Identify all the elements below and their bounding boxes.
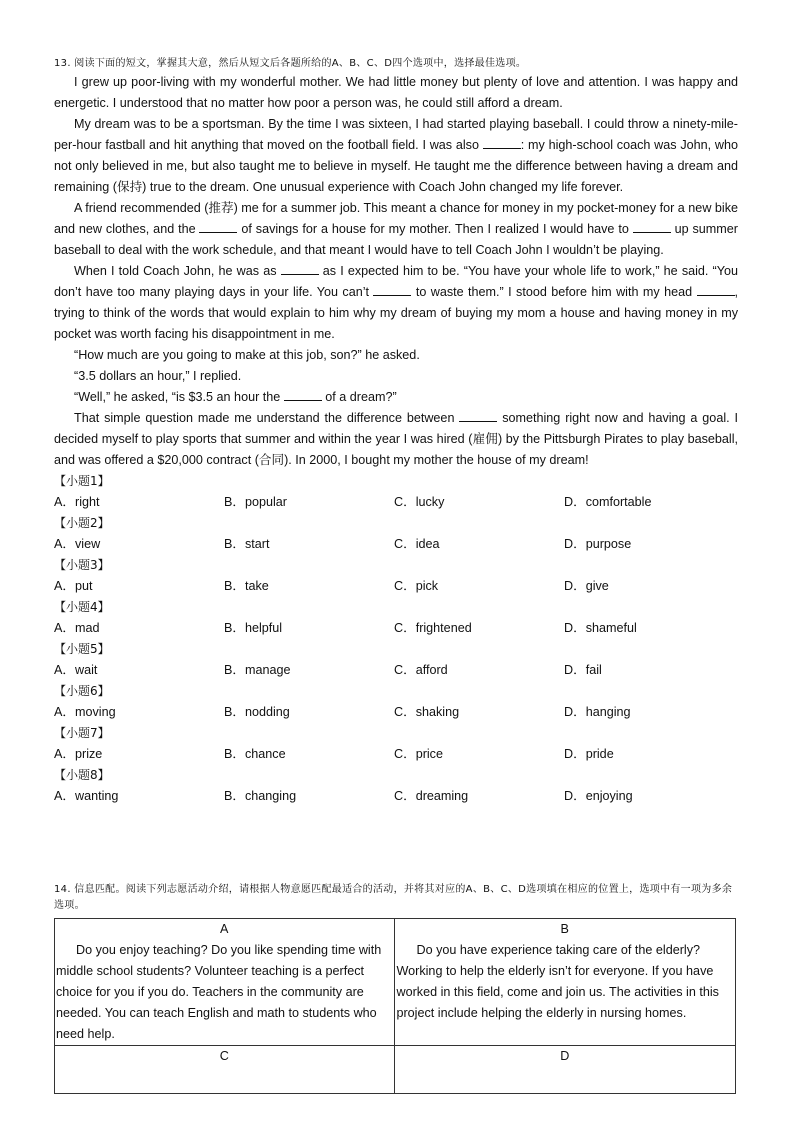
activity-text: Do you enjoy teaching? Do you like spending time with middle school students? Volunteer teaching is a perfect choice for you if you do. Teachers in the community are needed. You can teach English and math to students who need help.: [56, 943, 382, 1041]
option-row: [54, 744, 738, 765]
subquestion-label: 【小题1】: [54, 474, 110, 488]
q13-paragraph-5: “How much are you going to make at this job, son?” he asked.: [74, 348, 420, 362]
activity-text: [396, 1067, 733, 1093]
option-b[interactable]: B．start: [224, 537, 270, 551]
blank-5: [373, 283, 411, 296]
q13-paragraph-3: A friend recommended (推荐) me for a summer job. This meant a chance for money in my pocket-money for a new bike and new clothes, and the of savings for a house for my mother. Then I realized I would have to up summer baseball to deal with the work schedule, and that meant I would have to tell Coach John I wouldn’t be playing.: [54, 201, 739, 257]
option-a[interactable]: A．mad: [54, 621, 100, 635]
subquestion-label: 【小题2】: [54, 516, 110, 530]
option-c[interactable]: C．shaking: [394, 705, 460, 719]
option-c[interactable]: C．dreaming: [394, 789, 469, 803]
option-row: [54, 492, 738, 513]
option-a[interactable]: A．moving: [54, 705, 116, 719]
option-b[interactable]: B．helpful: [224, 621, 283, 635]
subquestion-list: [54, 471, 738, 807]
option-c[interactable]: C．frightened: [394, 621, 472, 635]
option-a[interactable]: A．put: [54, 579, 93, 593]
question-14: [54, 882, 738, 1094]
subquestion-label: 【小题4】: [54, 600, 110, 614]
option-a[interactable]: A．wait: [54, 663, 98, 677]
activity-text: [56, 1067, 392, 1093]
activity-cell-d: [395, 1046, 736, 1094]
option-c[interactable]: C．pick: [394, 579, 439, 593]
subquestion: [54, 681, 738, 723]
subquestion-label: 【小题3】: [54, 558, 110, 572]
option-b[interactable]: B．popular: [224, 495, 288, 509]
blank-4: [281, 262, 319, 275]
blank-1: [483, 136, 521, 149]
subquestion: [54, 765, 738, 807]
option-d[interactable]: D．enjoying: [564, 789, 633, 803]
option-row: [54, 786, 738, 807]
activity-title: D: [560, 1049, 570, 1063]
option-b[interactable]: B．changing: [224, 789, 297, 803]
subquestion: [54, 639, 738, 681]
q13-paragraph-1: I grew up poor-living with my wonderful mother. We had little money but plenty of love and attention. I was happy and energetic. I understood that no matter how poor a person was, he could still afford a dream.: [54, 75, 738, 110]
activity-text: Do you have experience taking care of the elderly? Working to help the elderly isn’t for everyone. If you have worked in this field, come and join us. The activities in this project include helping the elderly in nursing homes.: [396, 943, 719, 1020]
option-row: [54, 702, 738, 723]
subquestion: [54, 471, 738, 513]
activity-title: B: [560, 922, 569, 936]
activity-cell-c: [55, 1046, 395, 1094]
subquestion: [54, 597, 738, 639]
option-d[interactable]: D．comfortable: [564, 495, 652, 509]
q13-heading: 13. 阅读下面的短文，掌握其大意，然后从短文后各题所给的A、B、C、D四个选项中，选择最佳选项。: [54, 58, 527, 69]
q13-paragraph-8: That simple question made me understand the difference between something right now and having a goal. I decided myself to play sports that summer and within the year I was hired (雇佣) by the Pittsburgh Pirates to play baseball, and was offered a $20,000 contract (合同). In 2000, I bought my mother the house of my dream!: [54, 411, 738, 467]
option-b[interactable]: B．nodding: [224, 705, 290, 719]
option-a[interactable]: A．prize: [54, 747, 103, 761]
option-b[interactable]: B．take: [224, 579, 269, 593]
blank-7: [284, 388, 322, 401]
option-row: [54, 618, 738, 639]
subquestion: [54, 723, 738, 765]
blank-6: [697, 283, 735, 296]
q14-heading: 14. 信息匹配。阅读下列志愿活动介绍，请根据人物意愿匹配最适合的活动，并将其对应的A、B、C、D选项填在相应的位置上，选项中有一项为多余选项。: [54, 884, 733, 911]
option-b[interactable]: B．manage: [224, 663, 291, 677]
option-d[interactable]: D．pride: [564, 747, 614, 761]
option-row: [54, 534, 738, 555]
option-a[interactable]: A．right: [54, 495, 100, 509]
option-c[interactable]: C．lucky: [394, 495, 445, 509]
question-13: [54, 56, 738, 807]
activity-table: [54, 918, 736, 1094]
blank-3: [633, 220, 671, 233]
blank-8: [459, 409, 497, 422]
option-d[interactable]: D．purpose: [564, 537, 632, 551]
table-row: [55, 1046, 736, 1094]
option-row: [54, 660, 738, 681]
activity-title: C: [219, 1049, 229, 1063]
subquestion-label: 【小题6】: [54, 684, 110, 698]
subquestion-label: 【小题8】: [54, 768, 110, 782]
option-row: [54, 576, 738, 597]
option-d[interactable]: D．fail: [564, 663, 602, 677]
q13-paragraph-7: “Well,” he asked, “is $3.5 an hour the of a dream?”: [74, 390, 397, 404]
option-d[interactable]: D．give: [564, 579, 609, 593]
q13-paragraph-4: When I told Coach John, he was as as I expected him to be. “You have your whole life to work,” he said. “You don’t have too many playing days in your life. You can’t to waste them.” I stood before him with my head , trying to think of the words that would explain to him why my dream of buying my mom a house and having money in my pocket was worth facing his disappointment in me.: [54, 264, 738, 341]
option-c[interactable]: C．afford: [394, 663, 448, 677]
option-d[interactable]: D．shameful: [564, 621, 637, 635]
option-a[interactable]: A．wanting: [54, 789, 119, 803]
option-c[interactable]: C．price: [394, 747, 443, 761]
q13-paragraph-6: “3.5 dollars an hour,” I replied.: [74, 369, 242, 383]
activity-cell-a: [55, 919, 395, 1046]
table-row: [55, 919, 736, 1046]
subquestion: [54, 513, 738, 555]
option-c[interactable]: C．idea: [394, 537, 440, 551]
blank-2: [199, 220, 237, 233]
activity-title: A: [220, 922, 229, 936]
subquestion: [54, 555, 738, 597]
subquestion-label: 【小题5】: [54, 642, 110, 656]
q13-paragraph-2: My dream was to be a sportsman. By the time I was sixteen, I had started playing baseball. I could throw a ninety-mile-per-hour fastball and hit anything that moved on the football field. I was also : my high-school coach was John, who not only believed in me, but also taught me to believe in myself. He taught me the difference between having a dream and remaining (保持) true to the dream. One unusual experience with Coach John changed my life forever.: [54, 117, 738, 194]
option-a[interactable]: A．view: [54, 537, 101, 551]
option-b[interactable]: B．chance: [224, 747, 286, 761]
subquestion-label: 【小题7】: [54, 726, 110, 740]
activity-cell-b: [395, 919, 736, 1046]
option-d[interactable]: D．hanging: [564, 705, 631, 719]
